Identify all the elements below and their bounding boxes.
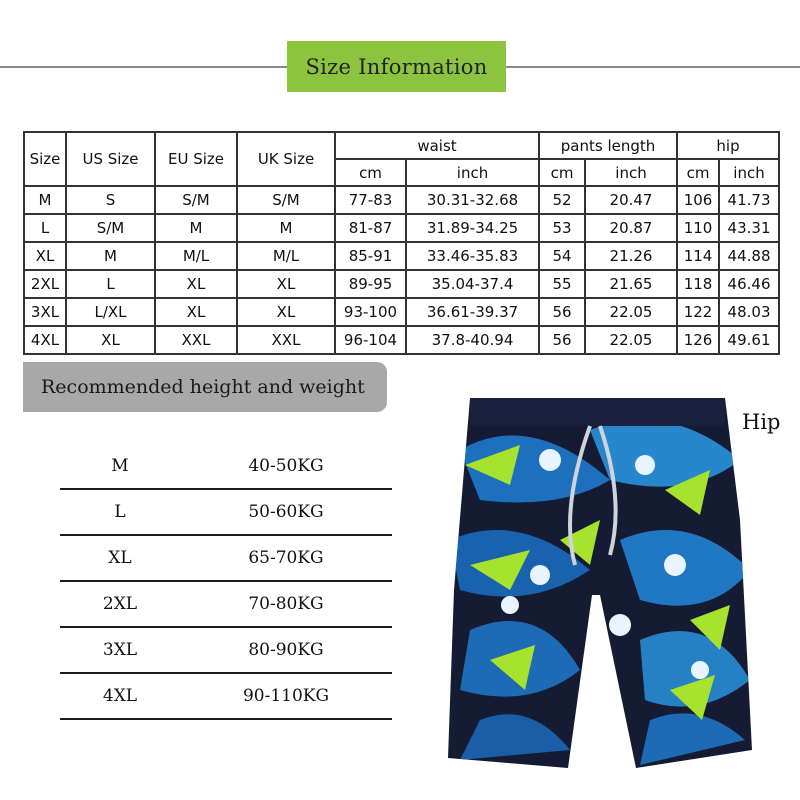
cell-eu-size: S/M bbox=[155, 186, 237, 214]
table-row bbox=[24, 326, 779, 354]
cell-hip-inch: 43.31 bbox=[719, 214, 779, 242]
cell-eu-size: M bbox=[155, 214, 237, 242]
cell-hip-cm: 118 bbox=[677, 270, 719, 298]
hw-size: M bbox=[111, 456, 129, 476]
cell-hip-cm: 122 bbox=[677, 298, 719, 326]
cell-hip-cm: 106 bbox=[677, 186, 719, 214]
cell-length-cm: 56 bbox=[539, 298, 585, 326]
cell-waist-cm: 81-87 bbox=[335, 214, 406, 242]
hw-size: XL bbox=[108, 548, 132, 568]
cell-length-inch: 21.65 bbox=[585, 270, 677, 298]
table-row bbox=[24, 186, 779, 214]
cell-waist-inch: 30.31-32.68 bbox=[406, 186, 539, 214]
cell-waist-inch: 35.04-37.4 bbox=[406, 270, 539, 298]
hw-size: 4XL bbox=[102, 686, 138, 706]
header-unit: cm bbox=[335, 159, 406, 186]
cell-waist-inch: 33.46-35.83 bbox=[406, 242, 539, 270]
cell-hip-inch: 41.73 bbox=[719, 186, 779, 214]
header-us-size: US Size bbox=[66, 132, 155, 186]
cell-length-cm: 53 bbox=[539, 214, 585, 242]
cell-uk-size: S/M bbox=[237, 186, 335, 214]
cell-eu-size: XL bbox=[155, 298, 237, 326]
list-item bbox=[60, 536, 392, 582]
size-table-body bbox=[24, 186, 779, 354]
cell-size: L bbox=[24, 214, 66, 242]
header-unit: cm bbox=[539, 159, 585, 186]
cell-size: 4XL bbox=[24, 326, 66, 354]
header-unit: cm bbox=[677, 159, 719, 186]
cell-uk-size: M bbox=[237, 214, 335, 242]
hw-weight: 40-50KG bbox=[248, 456, 324, 476]
header-eu-size: EU Size bbox=[155, 132, 237, 186]
hw-size: 3XL bbox=[102, 640, 138, 660]
cell-waist-cm: 96-104 bbox=[335, 326, 406, 354]
header-waist: waist bbox=[335, 132, 539, 159]
list-item bbox=[60, 628, 392, 674]
cell-hip-cm: 126 bbox=[677, 326, 719, 354]
cell-size: 3XL bbox=[24, 298, 66, 326]
header-unit: inch bbox=[719, 159, 779, 186]
cell-waist-cm: 89-95 bbox=[335, 270, 406, 298]
cell-hip-inch: 46.46 bbox=[719, 270, 779, 298]
cell-uk-size: XXL bbox=[237, 326, 335, 354]
list-item bbox=[60, 444, 392, 490]
cell-eu-size: XXL bbox=[155, 326, 237, 354]
cell-length-cm: 54 bbox=[539, 242, 585, 270]
table-row bbox=[24, 214, 779, 242]
size-info-title: Size Information bbox=[287, 41, 506, 92]
header-hip: hip bbox=[677, 132, 779, 159]
hw-weight: 50-60KG bbox=[248, 502, 324, 522]
cell-us-size: L/XL bbox=[66, 298, 155, 326]
board-shorts-image bbox=[440, 390, 755, 785]
cell-us-size: M bbox=[66, 242, 155, 270]
cell-waist-cm: 77-83 bbox=[335, 186, 406, 214]
hw-weight: 90-110KG bbox=[242, 686, 330, 706]
cell-waist-inch: 37.8-40.94 bbox=[406, 326, 539, 354]
cell-us-size: XL bbox=[66, 326, 155, 354]
hw-size: 2XL bbox=[102, 594, 138, 614]
hip-label: Hip bbox=[742, 410, 781, 434]
cell-uk-size: XL bbox=[237, 270, 335, 298]
list-item bbox=[60, 582, 392, 628]
list-item bbox=[60, 490, 392, 536]
size-chart-table bbox=[23, 131, 780, 355]
hw-size: L bbox=[114, 502, 126, 522]
cell-length-cm: 55 bbox=[539, 270, 585, 298]
cell-length-inch: 22.05 bbox=[585, 326, 677, 354]
cell-waist-inch: 36.61-39.37 bbox=[406, 298, 539, 326]
cell-waist-cm: 85-91 bbox=[335, 242, 406, 270]
cell-hip-cm: 114 bbox=[677, 242, 719, 270]
header-uk-size: UK Size bbox=[237, 132, 335, 186]
hw-weight: 65-70KG bbox=[248, 548, 324, 568]
header-unit: inch bbox=[406, 159, 539, 186]
cell-uk-size: M/L bbox=[237, 242, 335, 270]
table-row bbox=[24, 270, 779, 298]
cell-length-cm: 52 bbox=[539, 186, 585, 214]
hw-weight: 70-80KG bbox=[248, 594, 324, 614]
cell-length-inch: 20.87 bbox=[585, 214, 677, 242]
cell-size: 2XL bbox=[24, 270, 66, 298]
cell-waist-cm: 93-100 bbox=[335, 298, 406, 326]
table-row bbox=[24, 298, 779, 326]
cell-us-size: S/M bbox=[66, 214, 155, 242]
recommended-title: Recommended height and weight bbox=[23, 362, 387, 412]
cell-hip-inch: 49.61 bbox=[719, 326, 779, 354]
cell-length-inch: 20.47 bbox=[585, 186, 677, 214]
hw-weight: 80-90KG bbox=[248, 640, 324, 660]
cell-hip-cm: 110 bbox=[677, 214, 719, 242]
header-pants-length: pants length bbox=[539, 132, 677, 159]
cell-uk-size: XL bbox=[237, 298, 335, 326]
height-weight-table bbox=[60, 444, 392, 720]
cell-waist-inch: 31.89-34.25 bbox=[406, 214, 539, 242]
cell-length-cm: 56 bbox=[539, 326, 585, 354]
header-size: Size bbox=[24, 132, 66, 186]
cell-hip-inch: 48.03 bbox=[719, 298, 779, 326]
list-item bbox=[60, 674, 392, 720]
cell-length-inch: 21.26 bbox=[585, 242, 677, 270]
cell-size: M bbox=[24, 186, 66, 214]
cell-us-size: S bbox=[66, 186, 155, 214]
cell-length-inch: 22.05 bbox=[585, 298, 677, 326]
cell-size: XL bbox=[24, 242, 66, 270]
cell-hip-inch: 44.88 bbox=[719, 242, 779, 270]
header-unit: inch bbox=[585, 159, 677, 186]
cell-us-size: L bbox=[66, 270, 155, 298]
table-row bbox=[24, 242, 779, 270]
cell-eu-size: XL bbox=[155, 270, 237, 298]
cell-eu-size: M/L bbox=[155, 242, 237, 270]
